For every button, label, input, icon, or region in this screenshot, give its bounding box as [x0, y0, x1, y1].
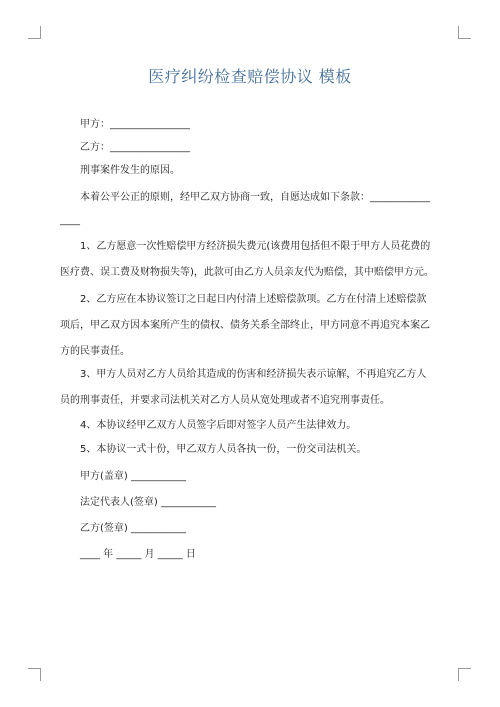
- party-b-blank: ________________: [110, 142, 190, 153]
- clause-2-line-3: 方的民事责任。: [60, 346, 130, 357]
- crop-mark-top-right: [458, 26, 471, 39]
- clause-3-line-1: 3、甲方人员对乙方人员给其造成的伤害和经济损失表示谅解，不再追究乙方人: [80, 369, 427, 380]
- sign-party-a: 甲方(盖章) ___________: [80, 471, 186, 482]
- clause-1-line-1: 1、乙方愿意一次性赔偿甲方经济损失费元(该费用包括但不限于甲方人员花费的: [80, 241, 431, 252]
- party-a-label: 甲方：: [80, 119, 110, 130]
- crop-mark-bottom-left: [28, 668, 41, 681]
- clause-5-line-1: 5、本协议一式十份，甲乙双方人员各执一份，一份交司法机关。: [80, 444, 367, 455]
- clause-1-line-2: 医疗费、误工费及财物损失等)，此款可由乙方人员亲友代为赔偿，其中赔偿甲方元。: [60, 267, 434, 278]
- document-title: 医疗纠纷检查赔偿协议 模板: [148, 67, 352, 86]
- party-a-blank: ________________: [110, 119, 190, 130]
- principle-line-continued: ____: [60, 215, 80, 226]
- crop-mark-bottom-right: [458, 668, 471, 681]
- principle-line: 本着公平公正的原则，经甲乙双方协商一致，自愿达成如下条款：____________: [80, 192, 430, 203]
- clause-4-line-1: 4、本协议经甲乙双方人员签字后即对签字人员产生法律效力。: [80, 420, 357, 431]
- sign-party-b: 乙方(签章) ___________: [80, 523, 186, 534]
- reason-line: 刑事案件发生的原因。: [80, 165, 180, 176]
- party-b-line: [80, 141, 440, 155]
- clause-3-line-2: 员的刑事责任，并要求司法机关对乙方人员从宽处理或者不追究刑事责任。: [60, 395, 390, 406]
- sign-legal-representative: 法定代表人(签章) ___________: [80, 497, 216, 508]
- date-line: ____ 年 _____ 月 _____ 日: [80, 549, 196, 560]
- clause-2-line-2: 项后，甲乙双方因本案所产生的债权、债务关系全部终止，甲方同意不再追究本案乙: [60, 320, 430, 331]
- party-a-line: [80, 118, 440, 132]
- clause-2-line-1: 2、乙方应在本协议签订之日起日内付清上述赔偿款项。乙方在付清上述赔偿款: [80, 294, 427, 305]
- party-b-label: 乙方：: [80, 142, 110, 153]
- crop-mark-top-left: [28, 26, 41, 39]
